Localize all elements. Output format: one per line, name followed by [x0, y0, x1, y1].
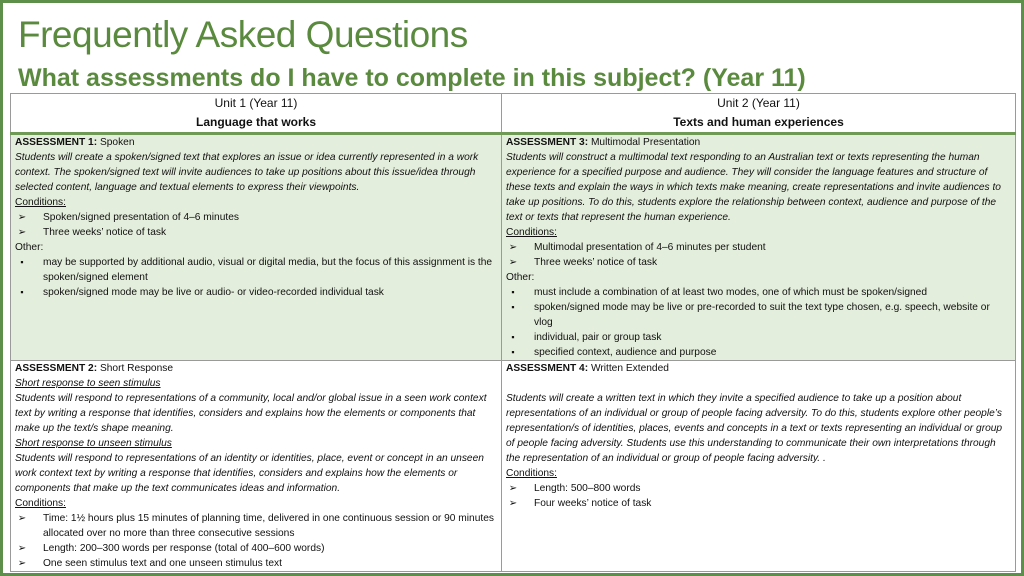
page-title: Frequently Asked Questions [18, 14, 468, 55]
assessment-1-type: Spoken [99, 137, 135, 148]
arrow-bullet-icon: ➢ [17, 227, 27, 238]
list-item: ➢ Time: 1½ hours plus 15 minutes of planning time, delivered in one continuous session or 90 minutes allocated over no more than three consecutive sessions [15, 511, 497, 541]
unit2-topic: Texts and human experiences [673, 115, 844, 129]
arrow-bullet-icon: ➢ [508, 242, 518, 253]
assessment-1-conditions-label: Conditions: [15, 197, 66, 208]
assessment-1-conditions-list [15, 210, 497, 240]
assessment-table [10, 93, 1016, 572]
assessment-4-label: ASSESSMENT 4: [506, 363, 589, 374]
list-item: ➢ Multimodal presentation of 4–6 minutes per student [506, 240, 1011, 255]
assessment-3-cell [502, 134, 1016, 361]
square-bullet-icon: ▪ [511, 347, 515, 357]
assessment-1-description: Students will create a spoken/signed text that explores an issue or idea currently represented in a work context. The spoken/signed text will invite audiences to take up positions about this issue/idea through selected content, language and textual elements to express their viewpoints. [15, 152, 479, 193]
list-item: ➢ Three weeks’ notice of task [15, 225, 497, 240]
assessment-2-type: Short Response [99, 363, 173, 374]
arrow-bullet-icon: ➢ [508, 483, 518, 494]
unit1-title: Unit 1 (Year 11) [214, 96, 298, 110]
unit2-title: Unit 2 (Year 11) [717, 96, 800, 110]
list-item: ➢ Length: 200–300 words per response (total of 400–600 words) [15, 541, 497, 556]
unit1-header [11, 94, 502, 134]
table-row [11, 361, 1016, 572]
unit1-topic: Language that works [195, 115, 317, 129]
seen-stimulus-heading: Short response to seen stimulus [15, 378, 161, 389]
list-item: ▪ specified context, audience and purpose [506, 345, 1011, 360]
list-item: ➢ Three weeks’ notice of task [506, 255, 1011, 270]
unseen-stimulus-heading: Short response to unseen stimulus [15, 438, 172, 449]
assessment-1-cell [11, 134, 502, 361]
arrow-bullet-icon: ➢ [508, 498, 518, 509]
assessment-2-conditions-label: Conditions: [15, 498, 66, 509]
assessment-2-conditions-list [15, 511, 497, 571]
list-item: ➢ Length: 500–800 words [506, 481, 1011, 496]
square-bullet-icon: ▪ [20, 257, 24, 267]
square-bullet-icon: ▪ [20, 287, 24, 297]
assessment-1-other-list [15, 255, 497, 300]
list-item: ▪ spoken/signed mode may be live or pre-recorded to suit the text type chosen, e.g. speech, website or vlog [506, 300, 1011, 330]
table-header-row [11, 94, 1016, 134]
page-subtitle: What assessments do I have to complete in this subject? (Year 11) [18, 64, 806, 92]
assessment-4-conditions-label: Conditions: [506, 468, 557, 479]
assessment-3-other-label: Other: [506, 272, 535, 283]
assessment-3-description: Students will construct a multimodal text responding to an Australian text or texts representing the human experience for a specified purpose and audience. They will consider the language features and structure of these texts and explain the ways in which texts make meaning, create representations and invite audiences to take up positions. To do this, students explore the relationship between context, audience and purpose of the text or texts that represent the human experience. [506, 152, 1001, 223]
list-item: ➢ Spoken/signed presentation of 4–6 minutes [15, 210, 497, 225]
arrow-bullet-icon: ➢ [508, 257, 518, 268]
list-item: ➢ One seen stimulus text and one unseen stimulus text [15, 556, 497, 571]
assessment-2-cell [11, 361, 502, 572]
square-bullet-icon: ▪ [511, 302, 515, 312]
assessment-1-other-label: Other: [15, 242, 44, 253]
square-bullet-icon: ▪ [511, 287, 515, 297]
spacer [506, 376, 1011, 391]
unit2-header [502, 94, 1016, 134]
assessment-3-other-list [506, 285, 1011, 360]
list-item: ▪ individual, pair or group task [506, 330, 1011, 345]
assessment-3-type: Multimodal Presentation [590, 137, 701, 148]
assessment-3-conditions-list [506, 240, 1011, 270]
assessment-1-label: ASSESSMENT 1: [15, 137, 98, 148]
unseen-stimulus-text: Students will respond to representations of an identity or identities, place, event or concept in an unseen work context text by writing a response that identifies, considers and explains how the elements or components that make up the text communicates ideas and information. [15, 453, 484, 494]
assessment-4-cell [502, 361, 1016, 572]
list-item: ➢ Four weeks’ notice of task [506, 496, 1011, 511]
assessment-3-label: ASSESSMENT 3: [506, 137, 589, 148]
list-item: ▪ may be supported by additional audio, visual or digital media, but the focus of this assignment is the spoken/signed element [15, 255, 497, 285]
assessment-4-conditions-list [506, 481, 1011, 511]
list-item: ▪ spoken/signed mode may be live or audio- or video-recorded individual task [15, 285, 497, 300]
arrow-bullet-icon: ➢ [17, 543, 27, 554]
assessment-4-description: Students will create a written text in which they invite a specified audience to take up a position about representations of an individual or group of people facing adversity. To do this, students explore other people’s representation/s of identities, places, events and concepts in a text or texts representing an individual or group of people facing adversity. Students use this understanding to communicate their own interpretations through the representation of an individual or group of people facing adversity. . [506, 393, 1003, 464]
assessment-2-label: ASSESSMENT 2: [15, 363, 98, 374]
arrow-bullet-icon: ➢ [17, 212, 27, 223]
assessment-3-conditions-label: Conditions: [506, 227, 557, 238]
seen-stimulus-text: Students will respond to representations of a community, local and/or global issue in a seen work context text by writing a response that identifies, considers and explains how the elements or components that make up the text/s shape meaning. [15, 393, 487, 434]
list-item: ▪ must include a combination of at least two modes, one of which must be spoken/signed [506, 285, 1011, 300]
arrow-bullet-icon: ➢ [17, 558, 27, 569]
arrow-bullet-icon: ➢ [17, 513, 27, 524]
square-bullet-icon: ▪ [511, 332, 515, 342]
table-row [11, 134, 1016, 361]
assessment-4-type: Written Extended [590, 363, 669, 374]
